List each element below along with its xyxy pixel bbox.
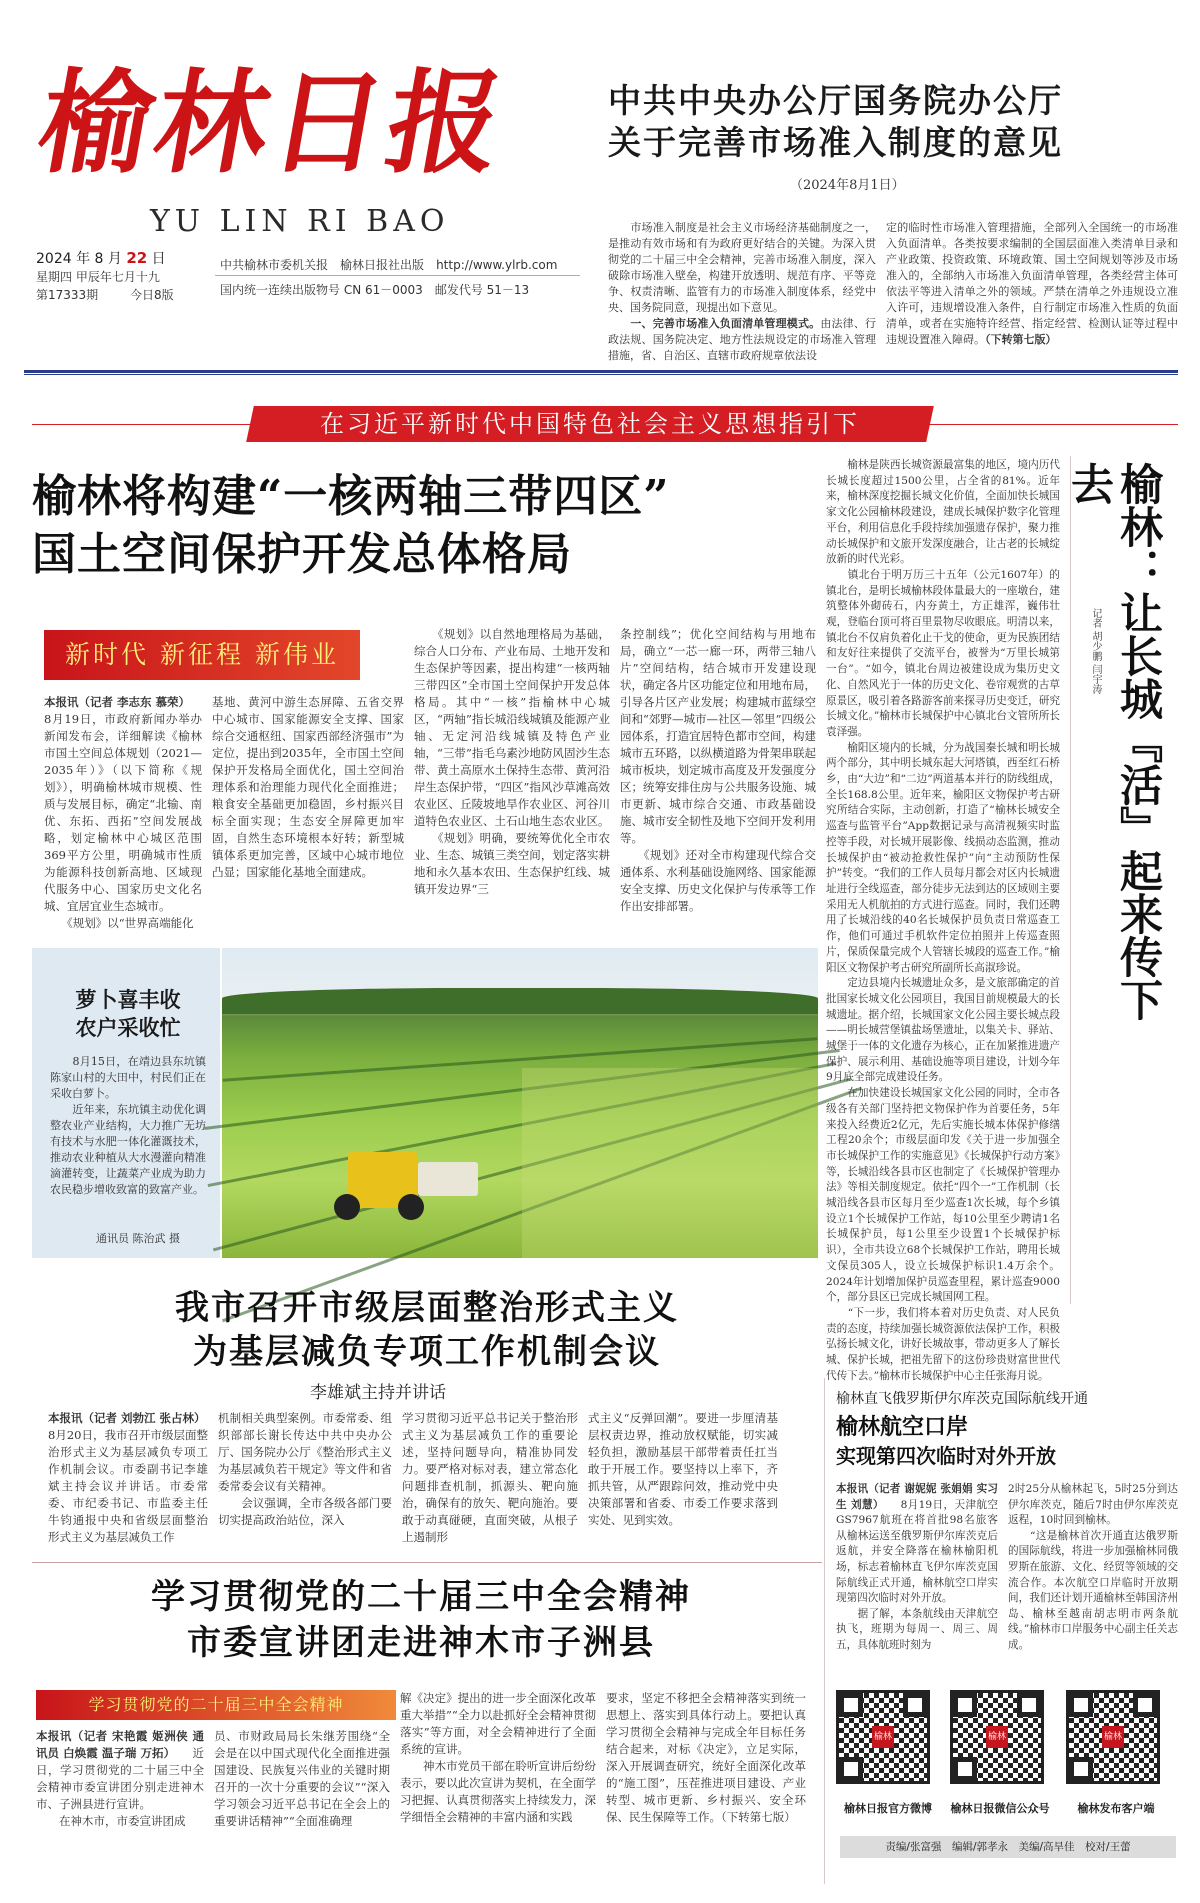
flight-kicker: 榆林直飞俄罗斯伊尔库茨克国际航线开通 [836,1391,1088,1407]
qr-logo-icon: 榆林 [986,1726,1008,1748]
issue-pages: 今日8版 [130,288,174,302]
study-title[interactable] [36,1574,806,1666]
qr-label-weibo: 榆林日报官方微博 [844,1802,932,1815]
photo-title-line1: 萝卜喜丰收 [75,987,181,1012]
study-title-line2: 市委宣讲团走进神木市子洲县 [187,1623,655,1663]
lead-date: （2024年8月1日） [790,178,905,193]
flight-column-2: 2时25分从榆林起飞，5时25分到达伊尔库茨克，随后7时由伊尔库茨克返程，10时回到榆林。 “这是榆林首次开通直达俄罗斯的国际航线，将进一步加强榆林同俄罗斯在旅游、文化、经贸等领域的交流合作。本次航空口岸临时开放期间，我们还计划开通榆林至韩国济州岛、榆林至越南胡志明市两条航线。”榆林市口岸服务中心副主任关志成。 [1008,1483,1178,1651]
story1-title-line1: 榆林将构建“一核两轴三带四区” [32,471,670,522]
theme-banner-text: 在习近平新时代中国特色社会主义思想指引下 [320,410,860,438]
study-tag [36,1690,396,1720]
qr-label-wechat: 榆林日报微信公众号 [950,1802,1050,1815]
study-byline: 本报讯（记者 宋艳霞 姬洲侠 通讯员 白焕霞 温子瑞 万拓） [36,1729,204,1760]
photo-caption: 8月15日，在靖边县东坑镇陈家山村的大田中，村民们正在采收白萝卜。 近年来，东坑镇主动优化调整农业产业结构，大力推广无坊有技术与水肥一体化灌溉技术，推动农业种植从大水漫灌向精准滴灌转变，让蔬菜产业成为助力农民稳步增收致富的致富产业。 [50,1055,206,1196]
photo-credit: 通讯员 陈治武 摄 [96,1232,180,1245]
flight-title[interactable] [836,1412,1176,1470]
lead-column-1 [608,220,877,362]
study-column-4: 要求，坚定不移把全会精神落实到统一思想上、落实到具体行动上。要把认真学习贯彻全会精神与完成全年目标任务结合起来，对标《决定》，立足实际，深入开展调查研究，统好全面深化改革的“施工图”，压茬推进项目建设、产业转型、城市更新、乡村振兴、安全环保、民生保障等工作。（下转第七版） [606,1691,806,1824]
issue-weekday: 星期四 甲辰年七月十九 [36,270,160,284]
lead-col1-text-b: 由法律、行政法规、国务院决定、地方性法规设定的市场准入管理措施，省、自治区、直辖市政府规章依法设 [608,317,877,362]
lead-col2-text: 定的临时性市场准入管理措施，全部列入全国统一的市场准入负面清单。各类按要求编制的全国层面准入类清单目录和产业政策、投资政策、环境政策、国土空间规划等涉及市场准入的，全部纳入市场准入负面清单管理，各类经营主体可依法平等进入清单之外的领域。严禁在清单之外违规设立准入许可，违规增设准入条件，自行制定市场准入性质的负面清单，或者在实施特许经营、指定经营、检测认证等过程中违规设置准入障碍。 [886,221,1178,346]
issue-number: 第17333期 [36,288,99,302]
meeting-byline: 本报讯（记者 刘勃江 张占林） [48,1411,200,1425]
masthead-logo: 榆林日报 [28,58,516,189]
story1-tag [44,630,360,680]
theme-banner [246,406,934,442]
story1-tag-text: 新时代 新征程 新伟业 [65,640,339,669]
qr-logo-icon: 榆林 [1102,1726,1124,1748]
story1-title-line2: 国土空间保护开发总体格局 [32,529,572,580]
story1-column-3: 《规划》以自然地理格局为基础，综合人口分布、产业布局、土地开发和生态保护等因素，提出构建“一核两轴三带四区”全市国土空间保护开发总体格局。其中“一核”指榆林中心城区，“两轴”指长城沿线城镇及能源产业轴、无定河沿线城镇及特色产业轴，“三带”指毛乌素沙地防风固沙生态带、黄土高原水土保持生态带、黄河沿岸生态保护带，“四区”指风沙草滩高效农业区、丘陵坡地旱作农业区、河谷川道特色农业区、土石山地生态农业区。 《规划》明确，要统筹优化全市农业、生态、城镇三类空间，划定落实耕地和永久基本农田、生态保护红线、城镇开发边界“三 [414,627,610,896]
story1-byline: 本报讯（记者 李志东 慕荣） [44,695,185,709]
publisher-cn: 国内统一连续出版物号 CN 61－0003 [220,283,423,297]
lead-continue-link[interactable]: （下转第七版） [985,333,1057,346]
flight-column-1 [836,1482,998,1672]
qr-code-wechat[interactable] [950,1690,1044,1784]
qr-code-app[interactable] [1066,1690,1160,1784]
meeting-col1-text: 8月20日，我市召开市级层面整治形式主义为基层减负专项工作机制会议。市委副书记李雄斌主持会议并讲话。市委常委、市纪委书记、市监委主任牛钧通报中央和省级层面整治形式主义为基层减负工作 [48,1411,223,1544]
lead-column-2 [886,220,1178,352]
issue-date-suffix: 日 [147,251,166,267]
editor-credits-text: 责编/张富强 编辑/郭孝永 美编/高旱佳 校对/王蕾 [885,1841,1131,1853]
issue-date-prefix: 2024 年 8 月 [36,251,122,267]
study-column-2: 员、市财政局局长朱继芳围绕“全会是在以中国式现代化全面推进强国建设、民族复兴伟业的关键时期召开的一次十分重要的会议”“深入学习领会习近平总书记在全会上的重要讲话精神”“全面准确理 [214,1729,390,1828]
issue-date [36,248,166,268]
wall-byline: 记者 胡少鹏 闫宇涛 [1090,608,1101,695]
study-column-3: 解《决定》提出的进一步全面深化改革重大举措”“全力以赴抓好全会精神贯彻落实”等方面，对全会精神进行了全面系统的宣讲。 神木市党员干部在聆听宣讲后纷纷表示，要以此次宣讲为契机，在全面学习把握、认真贯彻落实上持续发力，深学细悟全会精神的丰富内涵和实践 [400,1691,596,1824]
flight-title-line1: 榆林航空口岸 [836,1414,969,1440]
photo-title-line2: 农户采收忙 [75,1015,181,1040]
lead-title[interactable] [608,80,1178,164]
meeting-title-line1: 我市召开市级层面整治形式主义 [175,1288,679,1328]
flight-title-line2: 实现第四次临时对外开放 [836,1444,1056,1468]
flight-col1-text: 8月19日，天津航空GS7967航班在将首批98名旅客从榆林运送至俄罗斯伊尔库茨克后返航，并安全降落在榆林榆阳机场，标志着榆林直飞伊尔库茨克国际航线正式开通，榆林航空口岸实现第四次临时对外开放。 据了解，本条航线由天津航空执飞，班期为每周一、周三、周五，具体航班时刻为 [836,1498,998,1651]
story1-column-4: 条控制线”；优化空间结构与用地布局，确立“一芯一廊一环，两带三轴八片”空间结构，结合城市开发建设现状，确定各片区功能定位和用地布局，引导各片区产业发展；构建城市蓝绿空间和“郊野—城市—社区—邻里”四级公园体系，打造宜居特色都市空间，构建城市五环路，以纵横道路为骨架串联起城市板块，划定城市高度及开发强度分区；统筹安排住房与公共服务设施、城市更新、城市综合交通、市政基础设施、城市安全韧性及地下空间开发利用等。 《规划》还对全市构建现代综合交通体系、水利基础设施网络、国家能源安全支撑、历史文化保护与传承等工作作出安排部署。 [620,627,816,913]
story1-title[interactable] [32,468,812,584]
wall-article-body: 榆林是陕西长城资源最富集的地区，境内历代长城长度超过1500公里，占全省的81%。近年来，榆林深度挖掘长城文化价值，全面加快长城国家文化公园榆林段建设，建成长城保护数字化管理平台，利用信息化手段持续加强遗存保护，聚力推动长城保护和文旅开发深度融合，让古老的长城绽放新的时代光彩。 镇北台于明万历三十五年（公元1607年）的镇北台，是明长城榆林段体量最大的一座墩台，建筑整体外砌砖石，内夯黄土，方正雄浑，巍伟壮观，登临台顶可将百里景物尽收眼底。明清以来，镇北台不仅肩负着化止干戈的使命，更为民族团结和友好往来提供了交流平台，被誉为“万里长城第一台”。“如今，镇北台周边被建设成为集历史文化、自然风光于一体的历史文化、卷帘观赏的古草原景区，吸引着各路游客前来探寻历史变迁，研究长城文化。”榆林市长城保护中心镇北台文管所所长袁泽强。 榆阳区境内的长城，分为战国秦长城和明长城两个部分，其中明长城东起大河塔镇，西至红石桥乡，由“大边”和“二边”两道基本并行的防线组成，全长168.8公里。近年来，榆阳区文物保护考古研究所结合实际，主动创新，打造了“榆林长城安全巡查与监管平台”App数据记录与高清视频实时监控等手段，对长城开展影像、线损动态监测，推动长城保护由“被动抢救性保护”向“主动预防性保护”转变。“我们的工作人员每月都会对区内长城遗址进行全线巡查，部分徒步无法到达的区域则主要采用无人机航拍的方式进行巡查。同时，我们还聘用了长城沿线的40名长城保护员负责日常巡查工作，他们可通过手机软件定位拍照并上传巡查照片，保质保量完成个人管辖长城段的巡查工作。”榆阳区文物保护考古研究所副所长高淑珍说。 定边县境内长城遗址众多，是文旅部确定的首批国家长城文化公园项目，我国目前规模最大的长城遗址。据介绍，长城国家文化公园主要长城点段——明长城营堡镇盐场堡遗址，以集关卡、驿站、城堡于一体的文化遗存为核心，正在加紧推进遗产保护、展示利用、基础设施等项目建设，计划今年9月底全部完成建设任务。 在加快建设长城国家文化公园的同时，全市各级各有关部门坚持把文物保护作为首要任务，5年来投入经费近2亿元，先后实施长城本体保护修缮工程20余个；市级层面印发《关于进一步加强全市长城保护工作的实施意见》《长城保护行动方案》等，长城沿线各县市区也制定了《长城保护管理办法》等相关制度规定。依托“四个一”工作机制（长城沿线各县市区每月至少巡查1次长城，每个乡镇设立1个长城保护工作站，每10公里至少聘请1名长城保护员，每1公里至少设置1个长城保护标识），全市共设立68个长城保护工作站，聘用长城文保员305人，设立长城保护标识1.4万余个。2024年计划增加保护员巡查里程，累计巡查9000个，部分县区已完成长城国网工程。 “下一步，我们将本着对历史负责、对人民负责的态度，持续加强长城资源依法保护工作，积极弘扬长城文化，讲好长城故事，带动更多人了解长城、保护长城，把祖先留下的这份珍贵财富世世代代传下去。”榆林市长城保护中心主任张海月说。 [826,459,1061,1382]
meeting-title-line2: 为基层减负专项工作机制会议 [193,1332,661,1372]
publisher-post-code: 邮发代号 51－13 [434,283,530,297]
meeting-column-4: 式主义“反弹回潮”。要进一步厘清基层权责边界，推动放权赋能，切实减轻负担，激励基层干部带着责任扛当敢于开展工作。要坚持以上率下，齐抓共管，从严跟踪问效，推动党中央决策部署和省委、市委工作要求落到实处、见到实效。 [588,1411,778,1527]
photo-title [50,986,206,1042]
masthead-pinyin: YU LIN RI BAO [150,204,450,239]
study-column-1 [36,1728,204,1896]
meeting-column-1 [48,1410,223,1544]
editor-credits [840,1836,1176,1858]
publisher-press: 榆林日报社出版 [340,258,425,272]
qr-code-weibo[interactable] [836,1690,930,1784]
story1-col1-text: 8月19日，市政府新闻办举办新闻发布会，详细解读《榆林市国土空间总体规划（2021—2035年）》（以下简称《规划》），明确榆林城市规模、性质与发展目标，确定“北输、南优、东拓、西拓”空间发展战略，划定榆林中心城区范围369平方公里，明确城市性质为能源科技创新高地、区域现代服务中心、国家历史文化名城、宜居宜业生态城市。 《规划》以“世界高端能化 [44,712,202,930]
qr-label-app: 榆林发布客户端 [1077,1802,1155,1815]
story1-column-1 [44,694,202,928]
meeting-subtitle: 李雄斌主持并讲话 [310,1383,446,1403]
qr-logo-icon: 榆林 [872,1726,894,1748]
radish-harvest-photo [222,948,818,1258]
story1-column-2: 基地、黄河中游生态屏障、五省交界中心城市、国家能源安全支撑、国家综合交通枢纽、国家西部经济强市”为定位，提出到2035年，全市国土空间保护开发格局全面优化，国土空间治理体系和治理能力现代化全面推进；粮食安全基础更加稳固，乡村振兴目标全面实现；生态安全屏障更加牢固，自然生态环境根本好转；新型城镇体系更加完善，区域中心城市地位凸显；国家能化基地全面建成。 [212,695,404,879]
publisher-line2 [220,281,529,298]
publisher-url[interactable]: http://www.ylrb.com [436,258,558,272]
lead-title-line2: 关于完善市场准入制度的意见 [608,123,1063,162]
study-title-line1: 学习贯彻党的二十届三中全会精神 [151,1577,691,1617]
meeting-column-3: 学习贯彻习近平总书记关于整治形式主义为基层减负工作的重要论述，坚持问题导向，精准协同发力。要严格对标对表，建立常态化问题排查机制，抓源头、靶向施治，确保有的放矢、靶向施治。要敢于动真碰硬，直面突破，从根子上遏制形 [402,1411,578,1544]
issue-date-day: 22 [126,249,148,267]
wall-article-title[interactable]: 榆林：让长城『活』起来传下去 [1064,462,1163,1021]
lead-col1-heading: 一、完善市场准入负面清单管理模式。 [608,317,821,330]
publisher-org: 中共榆林市委机关报 [220,258,329,272]
meeting-column-2: 机制相关典型案例。市委常委、组织部部长谢长传达中共中央办公厅、国务院办公厅《整治形式主义为基层减负若干规定》等文件和省委常委会议有关精神。 会议强调，全市各级各部门要切实提高政治站位，深入 [218,1411,392,1527]
study-col1-text: 近日，学习贯彻党的二十届三中全会精神市委宣讲团分别走进神木市、子洲县进行宣讲。 在神木市，市委宣讲团成 [36,1746,204,1828]
lead-col1-text: 市场准入制度是社会主义市场经济基础制度之一，是推动有效市场和有为政府更好结合的关键。为深入贯彻党的二十届三中全会精神，完善市场准入制度，深入破除市场准入壁垒，构建开放透明、规范有序、平等竞争、权责清晰、监管有力的市场准入制度体系，经党中央、国务院同意，现提出如下意见。 [608,221,876,314]
flight-byline: 本报讯（记者 谢妮妮 张娟娟 实习生 刘慧） [836,1483,998,1511]
meeting-title[interactable] [32,1286,822,1374]
publisher-line1 [220,256,557,273]
lead-title-line1: 中共中央办公厅国务院办公厅 [608,81,1063,120]
study-tag-text: 学习贯彻党的二十届三中全会精神 [88,1695,344,1714]
